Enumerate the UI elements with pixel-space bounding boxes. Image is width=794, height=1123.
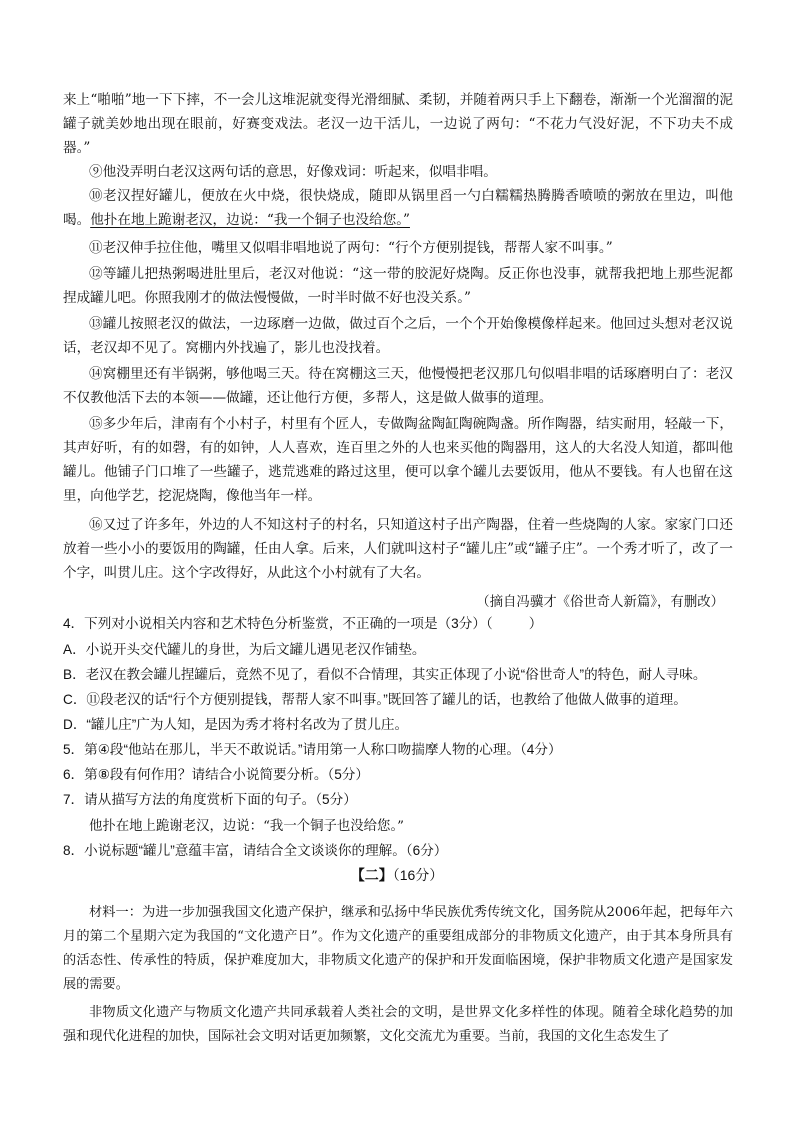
option-a: A．小说开头交代罐儿的身世，为后文罐儿遇见老汉作铺垫。 xyxy=(63,642,426,657)
story-paragraph-13: ⑬罐儿按照老汉的做法，一边琢磨一边做，做过百个之后，一个个开始像模像样起来。他回过头想对老汉说话，老汉却不见了。窝棚内外找遍了，影儿也没找着。 xyxy=(63,316,733,356)
question-7-quote: 他扑在地上跪谢老汉，边说：“我一个铜子也没给您。” xyxy=(89,819,404,834)
story-paragraph-16: ⑯又过了许多年，外边的人不知这村子的村名，只知道这村子出产陶器，住着一些烧陶的人家。家家门口还放着一些小小的要饭用的陶罐，任由人拿。后来，人们就叫这村子“罐儿庄”或“罐子庄”。一个秀才听了，改了一个字，叫贯儿庄。这个字改得好，从此这个小村就有了大名。 xyxy=(63,517,733,581)
section-2-title: 【二】 xyxy=(350,867,393,883)
question-5: 5．第④段“他站在那儿，半天不敢说话。”请用第一人称口吻揣摩人物的心理。（4分） xyxy=(63,742,562,757)
section-2-heading xyxy=(0,865,794,885)
option-b: B．老汉在教会罐儿捏罐后，竟然不见了，看似不合情理，其实正体现了小说“俗世奇人”的特色，耐人寻味。 xyxy=(63,667,707,682)
section-2-points: （16分） xyxy=(392,867,444,883)
option-d: D．“罐儿庄”广为人知，是因为秀才将村名改为了贯儿庄。 xyxy=(63,717,409,732)
story-paragraph-11: ⑪老汉伸手拉住他，嘴里又似唱非唱地说了两句：“行个方便别提钱，帮帮人家不叫事。” xyxy=(89,240,613,256)
story-paragraph-9: ⑨他没弄明白老汉这两句话的意思，好像戏词：听起来，似唱非唱。 xyxy=(89,164,497,180)
material-1-paragraph: 材料一：为进一步加强我国文化遗产保护，继承和弘扬中华民族优秀传统文化，国务院从2006年起，把每年六月的第二个星期六定为我国的“文化遗产日”。作为文化遗产的重要组成部分的非物质文化遗产，由于其本身所具有的活态性、传承性的特质，保护难度加大，非物质文化遗产的保护和开发面临困境，保护非物质文化遗产是国家发展的需要。 xyxy=(63,905,733,993)
story-paragraph-12: ⑫等罐儿把热粥喝进肚里后，老汉对他说：“这一带的胶泥好烧陶。反正你也没事，就帮我把地上那些泥都捏成罐儿吧。你照我刚才的做法慢慢做，一时半时做不好也没关系。” xyxy=(63,266,733,306)
story-paragraph-14: ⑭窝棚里还有半锅粥，够他喝三天。待在窝棚这三天，他慢慢把老汉那几句似唱非唱的话琢磨明白了：老汉不仅教他活下去的本领——做罐，还让他行方便，多帮人，这是做人做事的道理。 xyxy=(63,366,733,406)
story-paragraph-10 xyxy=(63,184,733,232)
story-paragraph-continued: 来上“啪啪”地一下下摔，不一会儿这堆泥就变得光滑细腻、柔韧，并随着两只手上下翻卷，渐渐一个光溜溜的泥罐子就美妙地出现在眼前，好赛变戏法。老汉一边干活儿，一边说了两句：“不花力气没好泥，不下功夫不成器。” xyxy=(63,92,733,156)
story-paragraph-15: ⑮多少年后，津南有个小村子，村里有个匠人，专做陶盆陶缸陶碗陶盏。所作陶器，结实耐用，轻敲一下，其声好听，有的如磬，有的如钟，人人喜欢，连百里之外的人也来买他的陶器用，这人的大名没人知道，都叫他罐儿。他铺子门口堆了一些罐子，逃荒逃难的路过这里，便可以拿个罐儿去要饭用，他从不要钱。有人也留在这里，向他学艺，挖泥烧陶，像他当年一样。 xyxy=(63,416,733,504)
question-7: 7．请从描写方法的角度赏析下面的句子。（5分） xyxy=(63,792,357,807)
question-4-text: 4．下列对小说相关内容和艺术特色分析鉴赏，不正确的一项是（3分）（ xyxy=(63,616,493,631)
underlined-sentence: 他扑在地上跪谢老汉，边说：“我一个铜子也没给您。” xyxy=(90,212,410,228)
story-source: （摘自冯骥才《俗世奇人新篇》，有删改） xyxy=(476,595,724,610)
material-1-paragraph-2: 非物质文化遗产与物质文化遗产共同承载着人类社会的文明，是世界文化多样性的体现。随着全球化趋势的加强和现代化进程的加快，国际社会文明对话更加频繁，文化交流尤为重要。当前，我国的文化生态发生了 xyxy=(63,1005,733,1045)
question-4-close: ） xyxy=(528,616,543,631)
question-6: 6．第⑧段有何作用？请结合小说简要分析。（5分） xyxy=(63,767,369,782)
question-4 xyxy=(63,612,743,636)
paragraph-10-text: ⑩老汉捏好罐儿，便放在火中烧，很快烧成，随即从锅里舀一勺白糯糯热腾腾香喷喷的粥放在里边，叫他喝。 xyxy=(63,188,733,228)
option-c: C．⑪段老汉的话“行个方便别提钱，帮帮人家不叫事。”既回答了罐儿的话，也教给了他做人做事的道理。 xyxy=(63,692,687,707)
question-8: 8．小说标题“罐儿”意蕴丰富，请结合全文谈谈你的理解。（6分） xyxy=(63,843,448,858)
